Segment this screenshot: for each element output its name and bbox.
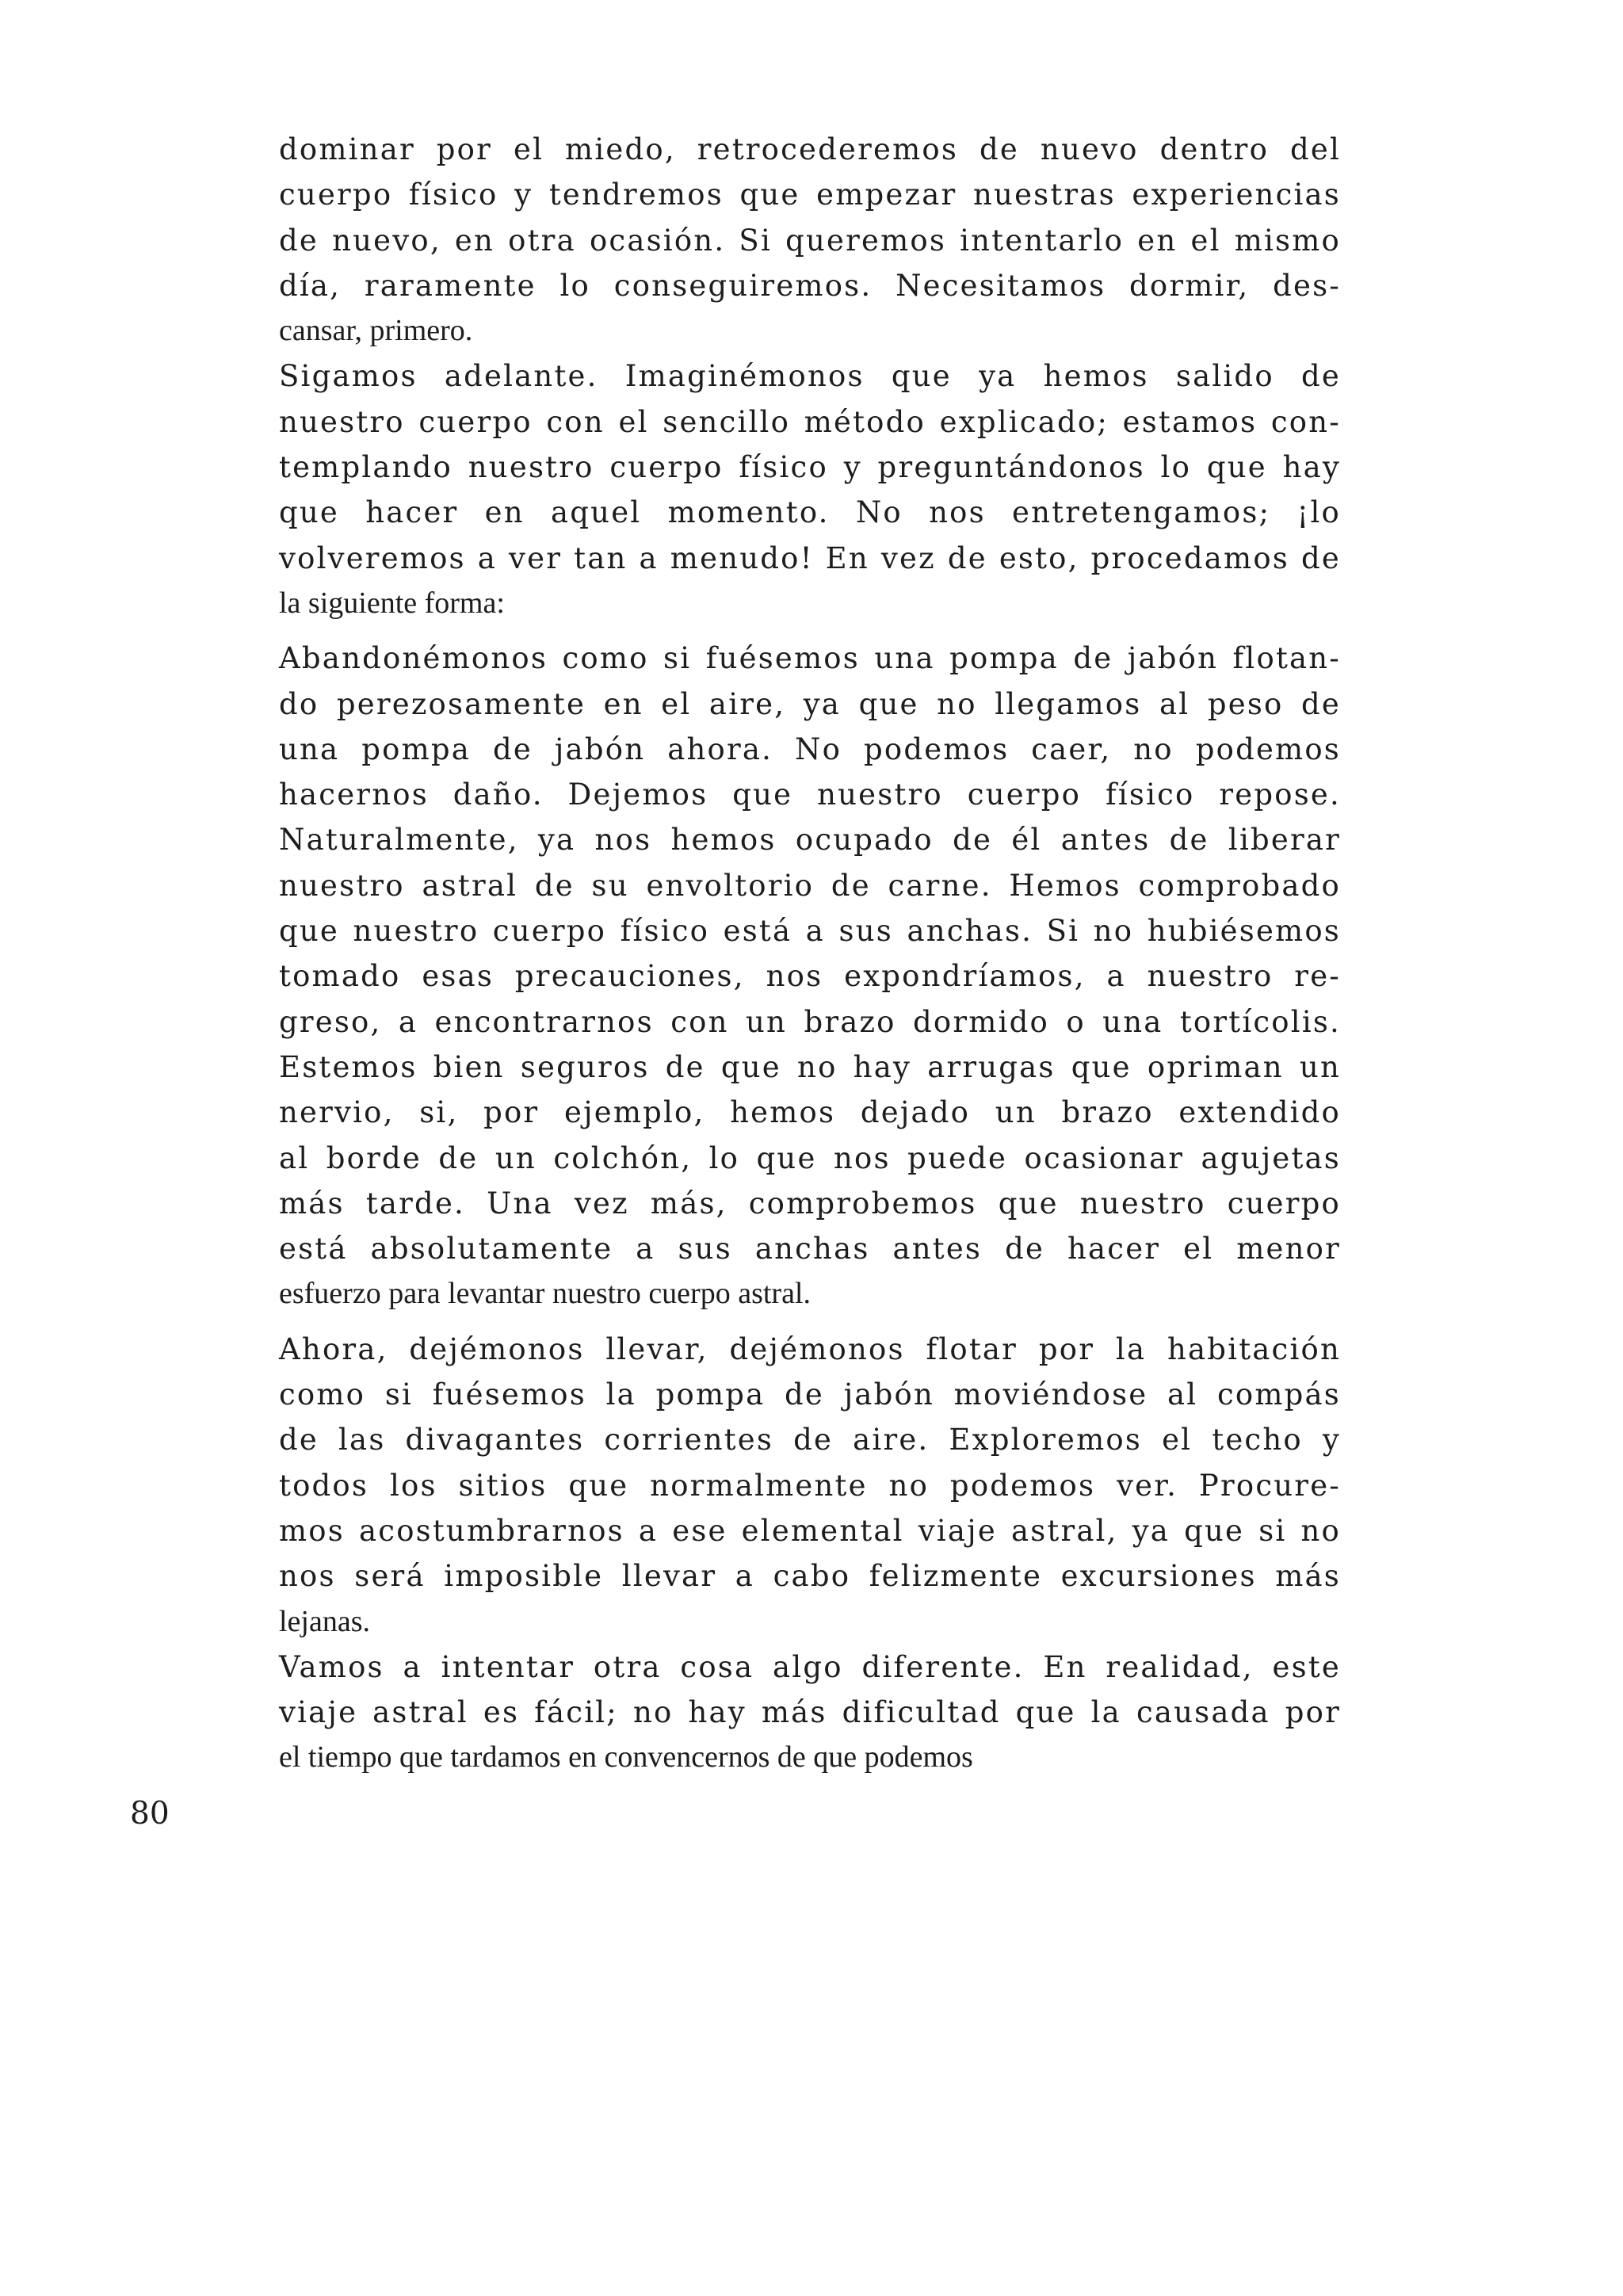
text-line: mos acostumbrarnos a ese elemental viaje astral, ya que si no [279, 1513, 1341, 1548]
text-line: templando nuestro cuerpo físico y preguntándonos lo que hay [279, 450, 1341, 485]
text-line: más tarde. Una vez más, comprobemos que nuestro cuerpo [279, 1186, 1341, 1221]
body-text [279, 127, 1341, 1781]
text-line: el tiempo que tardamos en convencernos de que podemos [279, 1740, 973, 1775]
text-line: tomado esas precauciones, nos expondríamos, a nuestro re- [279, 959, 1341, 994]
text-line: Ahora, dejémonos llevar, dejémonos flotar por la habitación [279, 1331, 1341, 1366]
text-line: que hacer en aquel momento. No nos entretengamos; ¡lo [279, 495, 1341, 530]
text-line: al borde de un colchón, lo que nos puede ocasionar agujetas [279, 1140, 1341, 1175]
text-line: cuerpo físico y tendremos que empezar nuestras experiencias [279, 178, 1341, 212]
text-line: Estemos bien seguros de que no hay arrugas que opriman un [279, 1049, 1341, 1084]
text-line: cansar, primero. [279, 314, 473, 348]
text-line: que nuestro cuerpo físico está a sus anchas. Si no hubiésemos [279, 914, 1341, 949]
text-line: Naturalmente, ya nos hemos ocupado de él antes de liberar [279, 823, 1341, 858]
text-line: volveremos a ver tan a menudo! En vez de esto, procedamos de [279, 541, 1341, 575]
paragraph-5 [279, 1645, 1341, 1781]
text-line: Sigamos adelante. Imaginémonos que ya hemos salido de [279, 359, 1341, 394]
text-line: día, raramente lo conseguiremos. Necesitamos dormir, des- [279, 268, 1341, 303]
text-line: do perezosamente en el aire, ya que no llegamos al peso de [279, 686, 1341, 721]
text-line: Vamos a intentar otra cosa algo diferente. En realidad, este [279, 1649, 1341, 1684]
text-line: nos será imposible llevar a cabo felizmente excursiones más [279, 1559, 1341, 1594]
text-line: todos los sitios que normalmente no podemos ver. Procure- [279, 1468, 1341, 1503]
text-line: de nuevo, en otra ocasión. Si queremos intentarlo en el mismo [279, 223, 1341, 258]
text-line: como si fuésemos la pompa de jabón moviéndose al compás [279, 1377, 1341, 1412]
text-line: lejanas. [279, 1604, 371, 1638]
text-line: una pompa de jabón ahora. No podemos caer, no podemos [279, 732, 1341, 766]
text-line: esfuerzo para levantar nuestro cuerpo astral. [279, 1277, 811, 1311]
text-line: hacernos daño. Dejemos que nuestro cuerpo físico repose. [279, 777, 1341, 812]
text-line: Abandonémonos como si fuésemos una pompa de jabón flotan- [279, 641, 1341, 676]
text-line: greso, a encontrarnos con un brazo dormido o una tortícolis. [279, 1004, 1341, 1039]
paragraph-1 [279, 127, 1341, 353]
text-line: nervio, si, por ejemplo, hemos dejado un brazo extendido [279, 1095, 1341, 1130]
paragraph-4 [279, 1327, 1341, 1645]
text-line: nuestro cuerpo con el sencillo método explicado; estamos con- [279, 404, 1341, 439]
text-line: está absolutamente a sus anchas antes de hacer el menor [279, 1232, 1341, 1266]
text-line: la siguiente forma: [279, 586, 505, 620]
text-line: dominar por el miedo, retrocederemos de nuevo dentro del [279, 132, 1341, 166]
paragraph-3 [279, 636, 1341, 1316]
page-number: 80 [130, 1796, 170, 1832]
text-line: viaje astral es fácil; no hay más dificultad que la causada por [279, 1695, 1341, 1730]
paragraph-2 [279, 353, 1341, 626]
text-line: de las divagantes corrientes de aire. Exploremos el techo y [279, 1423, 1341, 1457]
text-line: nuestro astral de su envoltorio de carne. Hemos comprobado [279, 868, 1341, 903]
